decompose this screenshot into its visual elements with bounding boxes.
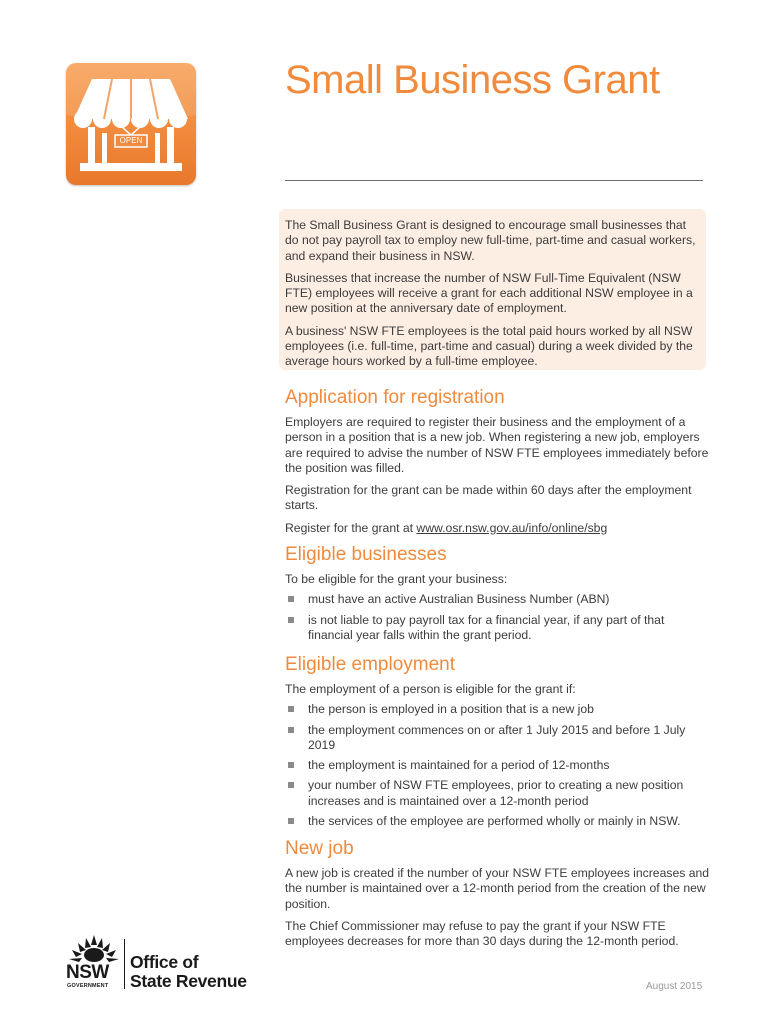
body-paragraph: Employers are required to register their business and the employment of a person in a position that is a new job. When registering a new job, employers are required to advise the number of NSW FTE employees immediately before the position was filled. [285, 415, 709, 475]
list-lead: To be eligible for the grant your business: [285, 572, 508, 586]
list-item-text: the employment is maintained for a period of 12-months [308, 758, 610, 773]
shopfront-logo [66, 63, 196, 185]
intro-box [279, 209, 706, 370]
section-heading: Eligible employment [285, 654, 456, 675]
body-paragraph: Registration for the grant can be made within 60 days after the employment starts. [285, 483, 692, 513]
register-prefix: Register for the grant at [285, 520, 417, 535]
office-of-label: Office of [130, 952, 199, 972]
osr-footer-logo [66, 933, 266, 993]
register-link[interactable]: www.osr.nsw.gov.au/info/online/sbg [416, 520, 608, 535]
title-divider [285, 180, 703, 181]
intro-paragraph: Businesses that increase the number of NSW Full-Time Equivalent (NSW FTE) employees will receive a grant for each additional NSW employee in a new position at the anniversary date of employment. [285, 270, 693, 316]
list-item-text: the person is employed in a position that is a new job [308, 702, 594, 717]
list-item-text: must have an active Australian Business Number (ABN) [308, 592, 610, 607]
list-item-text: the employment commences on or after 1 July 2015 and before 1 July 2019 [308, 722, 686, 752]
shopfront-icon [66, 63, 196, 185]
section-heading: New job [285, 838, 354, 859]
list-item [285, 702, 710, 717]
list-item [285, 613, 710, 644]
bullet-square-icon [288, 762, 294, 768]
list-item [285, 778, 710, 809]
intro-paragraph: The Small Business Grant is designed to encourage small businesses that do not pay payroll tax to employ new full-time, part-time and casual workers, and expand their business in NSW. [285, 218, 696, 263]
page-title: Small Business Grant [285, 58, 660, 102]
bullet-square-icon [288, 782, 294, 788]
body-paragraph: The Chief Commissioner may refuse to pay the grant if your NSW FTE employees decreases for more than 30 days during the 12-month period. [285, 918, 679, 949]
section-new-job [285, 838, 710, 956]
list-item [285, 592, 710, 607]
bullet-square-icon [288, 617, 294, 623]
bullet-square-icon [288, 818, 294, 824]
list-item [285, 723, 710, 754]
list-item [285, 814, 710, 829]
nsw-government-label: GOVERNMENT [67, 983, 109, 989]
waratah-icon [66, 933, 122, 963]
publication-date: August 2015 [646, 981, 703, 992]
bullet-square-icon [288, 596, 294, 602]
bullet-list [285, 702, 710, 829]
open-sign-label: OPEN [119, 136, 143, 145]
section-eligible-businesses [285, 544, 710, 648]
intro-paragraph: A business' NSW FTE employees is the total paid hours worked by all NSW employees (i.e. full-time, part-time and casual) during a week divided by the average hours worked by a full-time employee. [285, 323, 693, 369]
bullet-square-icon [288, 727, 294, 733]
list-item-text: the services of the employee are performed wholly or mainly in NSW. [308, 814, 681, 829]
body-paragraph: A new job is created if the number of your NSW FTE employees increases and the number is maintained over a 12-month period from the creation of the new position. [285, 866, 710, 911]
nsw-wordmark: NSW [66, 962, 109, 983]
bullet-square-icon [288, 706, 294, 712]
logo-divider [124, 939, 125, 989]
section-heading: Eligible businesses [285, 544, 447, 565]
list-lead: The employment of a person is eligible for the grant if: [285, 682, 576, 696]
list-item-text: is not liable to pay payroll tax for a financial year, if any part of that financial year falls within the grant period. [308, 612, 665, 642]
list-item-text: your number of NSW FTE employees, prior to creating a new position increases and is maintained over a 12-month period [308, 778, 684, 808]
register-line [285, 521, 710, 536]
section-eligible-employment [285, 654, 710, 834]
list-item [285, 758, 710, 773]
section-heading: Application for registration [285, 387, 505, 408]
state-revenue-label: State Revenue [130, 971, 247, 991]
section-application [285, 387, 710, 543]
bullet-list [285, 592, 710, 643]
